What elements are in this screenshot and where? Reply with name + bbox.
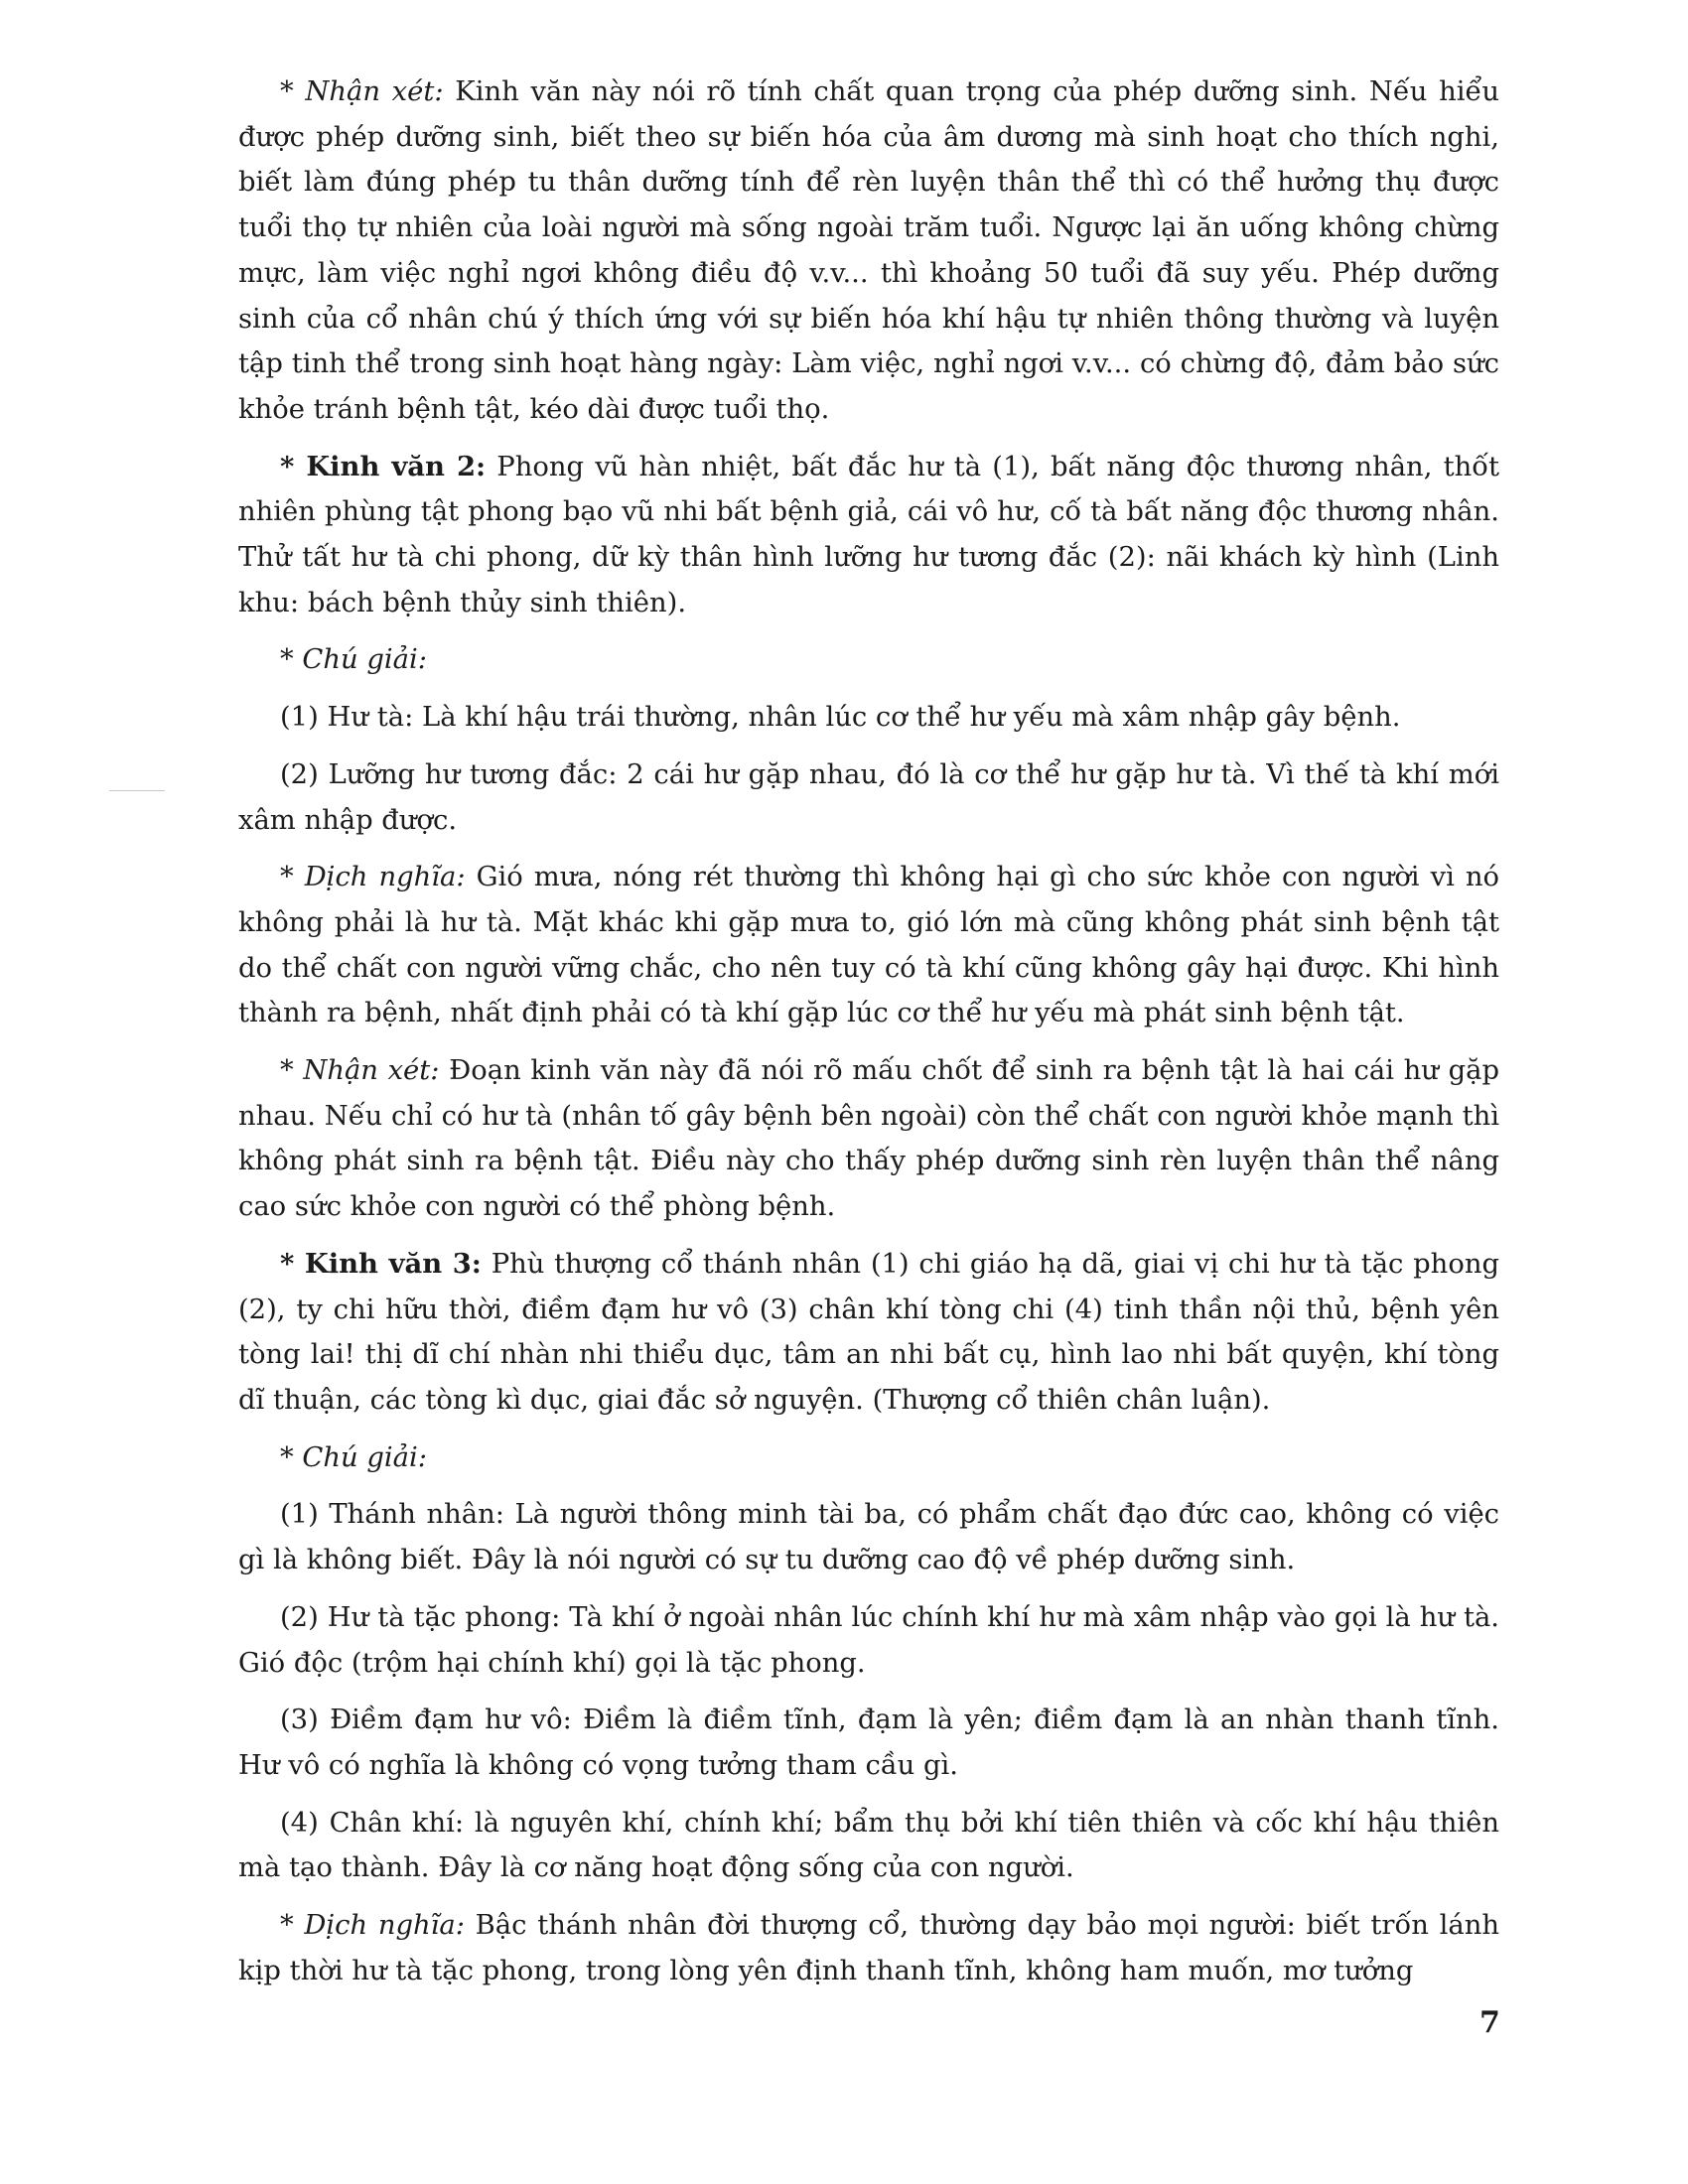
paragraph	[238, 1242, 1499, 1424]
paragraph-lead: * Kinh văn 3:	[280, 1247, 482, 1280]
paragraph	[238, 1903, 1499, 1993]
paragraph	[238, 1801, 1499, 1891]
margin-mark	[109, 790, 165, 791]
paragraph	[238, 69, 1499, 433]
paragraph-lead: * Nhận xét:	[280, 76, 444, 107]
paragraph	[238, 445, 1499, 626]
paragraph	[238, 637, 1499, 683]
paragraph	[238, 695, 1499, 741]
paragraph-text: (4) Chân khí: là nguyên khí, chính khí; bẩm thụ bởi khí tiên thiên và cốc khí hậu thiên mà tạo thành. Đây là cơ năng hoạt động sống của con người.	[238, 1807, 1499, 1884]
paragraph	[238, 1435, 1499, 1481]
paragraph	[238, 1048, 1499, 1230]
paragraph-lead: * Chú giải:	[280, 644, 427, 676]
page-number: 7	[1479, 2005, 1500, 2040]
paragraph-text: (1) Hư tà: Là khí hậu trái thường, nhân lúc cơ thể hư yếu mà xâm nhập gây bệnh.	[280, 702, 1401, 734]
paragraph	[238, 1492, 1499, 1582]
paragraph-lead: * Nhận xét:	[280, 1055, 440, 1087]
paragraph-text: Gió mưa, nóng rét thường thì không hại gì cho sức khỏe con người vì nó không phải là hư tà. Mặt khác khi gặp mưa to, gió lớn mà cũng không phát sinh bệnh tật do thể chất con người vững chắc, cho nên tuy có tà khí cũng không gây hại được. Khi hình thành ra bệnh, nhất định phải có tà khí gặp lúc cơ thể hư yếu mà phát sinh bệnh tật.	[238, 862, 1499, 1029]
paragraph-text: (1) Thánh nhân: Là người thông minh tài ba, có phẩm chất đạo đức cao, không có việc gì là không biết. Đây là nói người có sự tu dưỡng cao độ về phép dưỡng sinh.	[238, 1499, 1499, 1576]
page-body	[238, 69, 1499, 2005]
paragraph-text: Đoạn kinh văn này đã nói rõ mấu chốt để sinh ra bệnh tật là hai cái hư gặp nhau. Nếu chỉ có hư tà (nhân tố gây bệnh bên ngoài) còn thể chất con người khỏe mạnh thì không phát sinh ra bệnh tật. Điều này cho thấy phép dưỡng sinh rèn luyện thân thể nâng cao sức khỏe con người có thể phòng bệnh.	[238, 1055, 1499, 1223]
paragraph-text: Phù thượng cổ thánh nhân (1) chi giáo hạ dã, giai vị chi hư tà tặc phong (2), ty chi hữu thời, điềm đạm hư vô (3) chân khí tòng chi (4) tinh thần nội thủ, bệnh yên tòng lai! thị dĩ chí nhàn nhi thiểu dục, tâm an nhi bất cụ, hình lao nhi bất quyện, khí tòng dĩ thuận, các tòng kì dục, giai đắc sở nguyện. (Thượng cổ thiên chân luận).	[238, 1248, 1499, 1416]
paragraph-lead: * Chú giải:	[280, 1441, 427, 1473]
paragraph	[238, 1595, 1499, 1686]
paragraph	[238, 752, 1499, 843]
paragraph-text: Phong vũ hàn nhiệt, bất đắc hư tà (1), bất năng độc thương nhân, thốt nhiên phùng tật phong bạo vũ nhi bất bệnh giả, cái vô hư, cố tà bất năng độc thương nhân. Thử tất hư tà chi phong, dữ kỳ thân hình lưỡng hư tương đắc (2): nãi khách kỳ hình (Linh khu: bách bệnh thủy sinh thiên).	[238, 451, 1499, 618]
paragraph-lead: * Dịch nghĩa:	[280, 1910, 465, 1942]
paragraph-text: Kinh văn này nói rõ tính chất quan trọng của phép dưỡng sinh. Nếu hiểu được phép dưỡng sinh, biết theo sự biến hóa của âm dương mà sinh hoạt cho thích nghi, biết làm đúng phép tu thân dưỡng tính để rèn luyện thân thể thì có thể hưởng thụ được tuổi thọ tự nhiên của loài người mà sống ngoài trăm tuổi. Ngược lại ăn uống không chừng mực, làm việc nghỉ ngơi không điều độ v.v... thì khoảng 50 tuổi đã suy yếu. Phép dưỡng sinh của cổ nhân chú ý thích ứng với sự biến hóa khí hậu tự nhiên thông thường và luyện tập tinh thể trong sinh hoạt hàng ngày: Làm việc, nghỉ ngơi v.v... có chừng độ, đảm bảo sức khỏe tránh bệnh tật, kéo dài được tuổi thọ.	[238, 76, 1499, 425]
paragraph	[238, 1698, 1499, 1788]
paragraph	[238, 855, 1499, 1036]
paragraph-text: (2) Lưỡng hư tương đắc: 2 cái hư gặp nhau, đó là cơ thể hư gặp hư tà. Vì thế tà khí mới xâm nhập được.	[238, 758, 1499, 836]
paragraph-lead: * Kinh văn 2:	[280, 450, 487, 482]
paragraph-text: Bậc thánh nhân đời thượng cổ, thường dạy bảo mọi người: biết trốn lánh kịp thời hư tà tặc phong, trong lòng yên định thanh tĩnh, không ham muốn, mơ tưởng	[238, 1910, 1499, 1986]
paragraph-text: (3) Điềm đạm hư vô: Điềm là điềm tĩnh, đạm là yên; điềm đạm là an nhàn thanh tĩnh. Hư vô có nghĩa là không có vọng tưởng tham cầu gì.	[238, 1705, 1499, 1781]
paragraph-lead: * Dịch nghĩa:	[280, 862, 466, 893]
paragraph-text: (2) Hư tà tặc phong: Tà khí ở ngoài nhân lúc chính khí hư mà xâm nhập vào gọi là hư tà. Gió độc (trộm hại chính khí) gọi là tặc phong.	[238, 1601, 1499, 1679]
